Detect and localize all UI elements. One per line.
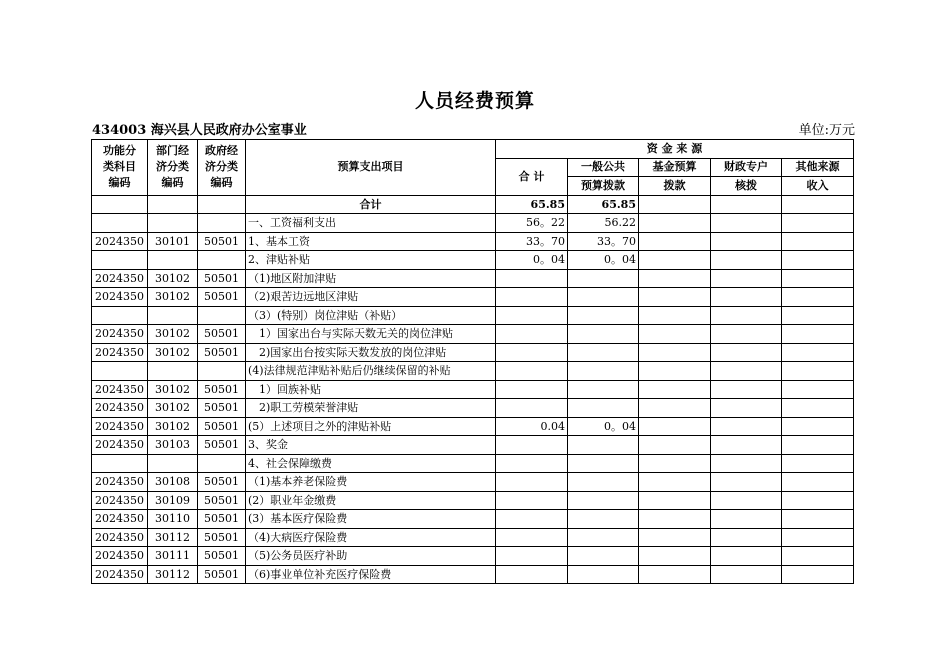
cell-item: （3）(特别）岗位津贴（补贴） [246, 306, 496, 325]
cell-total [496, 306, 568, 325]
table-row [92, 288, 854, 307]
cell-dept-code [148, 195, 198, 214]
cell-general [568, 325, 639, 344]
table-row [92, 491, 854, 510]
cell-fund [639, 510, 711, 529]
cell-total: 56。22 [496, 214, 568, 233]
cell-total [496, 399, 568, 418]
cell-fund [639, 343, 711, 362]
cell-general [568, 288, 639, 307]
cell-item: 2)国家出台按实际天数发放的岗位津贴 [246, 343, 496, 362]
cell-general [568, 528, 639, 547]
cell-other [782, 214, 854, 233]
cell-total [496, 288, 568, 307]
cell-fund [639, 417, 711, 436]
cell-general [568, 306, 639, 325]
cell-total [496, 547, 568, 566]
cell-fund [639, 232, 711, 251]
cell-other [782, 269, 854, 288]
cell-item: 3、奖金 [246, 436, 496, 455]
cell-gov-code: 50501 [198, 325, 246, 344]
table-row [92, 547, 854, 566]
cell-other [782, 195, 854, 214]
header-other-1: 其他来源 [782, 158, 854, 177]
table-row [92, 528, 854, 547]
header-total: 合 计 [496, 158, 568, 195]
cell-total [496, 380, 568, 399]
cell-other [782, 362, 854, 381]
cell-func-code: 2024350 [92, 436, 148, 455]
cell-other [782, 454, 854, 473]
cell-general [568, 399, 639, 418]
table-row [92, 380, 854, 399]
cell-dept-code: 30112 [148, 565, 198, 584]
table-row [92, 343, 854, 362]
cell-dept-code [148, 251, 198, 270]
cell-gov-code: 50501 [198, 565, 246, 584]
cell-gov-code [198, 362, 246, 381]
cell-item: （1)地区附加津贴 [246, 269, 496, 288]
cell-item: (4)法律规范津贴补贴后仍继续保留的补贴 [246, 362, 496, 381]
cell-item: （4)大病医疗保险费 [246, 528, 496, 547]
cell-general: 33。70 [568, 232, 639, 251]
org-name: 434003 海兴县人民政府办公室事业 [92, 123, 307, 138]
cell-special [711, 269, 782, 288]
cell-func-code [92, 195, 148, 214]
cell-gov-code: 50501 [198, 528, 246, 547]
table-row [92, 232, 854, 251]
header-general-2: 预算拨款 [568, 177, 639, 196]
cell-gov-code: 50501 [198, 288, 246, 307]
cell-total: 65.85 [496, 195, 568, 214]
table-row [92, 436, 854, 455]
table-row [92, 565, 854, 584]
cell-fund [639, 362, 711, 381]
cell-special [711, 325, 782, 344]
header-other-2: 收入 [782, 177, 854, 196]
cell-special [711, 214, 782, 233]
cell-special [711, 195, 782, 214]
cell-gov-code: 50501 [198, 380, 246, 399]
budget-rows [92, 195, 854, 584]
cell-func-code [92, 214, 148, 233]
cell-dept-code [148, 306, 198, 325]
header-item: 预算支出项目 [246, 140, 496, 196]
cell-total [496, 436, 568, 455]
cell-special [711, 251, 782, 270]
cell-total [496, 343, 568, 362]
header-fund-2: 拨款 [639, 177, 711, 196]
cell-fund [639, 399, 711, 418]
cell-other [782, 380, 854, 399]
budget-table [91, 139, 854, 584]
header-general-1: 一般公共 [568, 158, 639, 177]
cell-gov-code: 50501 [198, 399, 246, 418]
cell-special [711, 399, 782, 418]
page-title: 人员经费预算 [414, 90, 535, 112]
cell-item: 2)职工劳模荣誉津贴 [246, 399, 496, 418]
cell-func-code: 2024350 [92, 325, 148, 344]
cell-func-code [92, 251, 148, 270]
table-row [92, 510, 854, 529]
cell-total [496, 454, 568, 473]
cell-item: （6)事业单位补充医疗保险费 [246, 565, 496, 584]
table-row [92, 473, 854, 492]
table-row [92, 399, 854, 418]
unit-label: 单位:万元 [798, 123, 855, 138]
cell-general [568, 269, 639, 288]
cell-gov-code [198, 251, 246, 270]
cell-func-code: 2024350 [92, 417, 148, 436]
cell-other [782, 232, 854, 251]
table-row [92, 417, 854, 436]
cell-gov-code: 50501 [198, 232, 246, 251]
cell-general [568, 491, 639, 510]
cell-dept-code [148, 214, 198, 233]
cell-gov-code: 50501 [198, 269, 246, 288]
cell-item: 1）国家出台与实际天数无关的岗位津贴 [246, 325, 496, 344]
cell-total [496, 473, 568, 492]
cell-general [568, 343, 639, 362]
cell-func-code: 2024350 [92, 491, 148, 510]
cell-other [782, 343, 854, 362]
cell-dept-code [148, 362, 198, 381]
cell-fund [639, 491, 711, 510]
cell-special [711, 547, 782, 566]
table-row [92, 362, 854, 381]
cell-general [568, 565, 639, 584]
cell-func-code: 2024350 [92, 399, 148, 418]
cell-total [496, 528, 568, 547]
cell-total [496, 362, 568, 381]
cell-general: 0。04 [568, 251, 639, 270]
cell-func-code: 2024350 [92, 269, 148, 288]
cell-gov-code: 50501 [198, 417, 246, 436]
cell-total [496, 269, 568, 288]
cell-other [782, 565, 854, 584]
cell-dept-code: 30102 [148, 343, 198, 362]
cell-dept-code: 30101 [148, 232, 198, 251]
cell-item: （1)基本养老保险费 [246, 473, 496, 492]
cell-dept-code: 30102 [148, 380, 198, 399]
cell-fund [639, 380, 711, 399]
cell-dept-code: 30109 [148, 491, 198, 510]
cell-fund [639, 269, 711, 288]
cell-other [782, 491, 854, 510]
cell-fund [639, 547, 711, 566]
header-source-group: 资 金 来 源 [496, 140, 854, 159]
cell-fund [639, 251, 711, 270]
cell-dept-code: 30102 [148, 269, 198, 288]
cell-fund [639, 195, 711, 214]
cell-special [711, 565, 782, 584]
cell-gov-code: 50501 [198, 343, 246, 362]
cell-special [711, 528, 782, 547]
cell-general [568, 436, 639, 455]
cell-dept-code: 30112 [148, 528, 198, 547]
cell-total: 33。70 [496, 232, 568, 251]
cell-total [496, 491, 568, 510]
header-gov-code: 政府经 济分类 编码 [198, 140, 246, 196]
cell-general [568, 454, 639, 473]
cell-other [782, 399, 854, 418]
cell-special [711, 473, 782, 492]
cell-dept-code: 30111 [148, 547, 198, 566]
cell-general [568, 510, 639, 529]
cell-gov-code [198, 306, 246, 325]
cell-func-code: 2024350 [92, 380, 148, 399]
cell-gov-code: 50501 [198, 510, 246, 529]
cell-general: 0。04 [568, 417, 639, 436]
cell-other [782, 325, 854, 344]
cell-fund [639, 288, 711, 307]
cell-gov-code [198, 214, 246, 233]
cell-other [782, 251, 854, 270]
cell-other [782, 417, 854, 436]
cell-func-code: 2024350 [92, 565, 148, 584]
header-special-1: 财政专户 [711, 158, 782, 177]
cell-other [782, 473, 854, 492]
cell-gov-code: 50501 [198, 547, 246, 566]
cell-func-code [92, 454, 148, 473]
cell-func-code [92, 362, 148, 381]
cell-other [782, 436, 854, 455]
cell-gov-code: 50501 [198, 436, 246, 455]
cell-dept-code: 30103 [148, 436, 198, 455]
table-row [92, 251, 854, 270]
cell-fund [639, 473, 711, 492]
cell-item: 1）回族补贴 [246, 380, 496, 399]
cell-fund [639, 528, 711, 547]
cell-item: 合计 [246, 195, 496, 214]
cell-special [711, 380, 782, 399]
table-row [92, 269, 854, 288]
cell-item: （5)公务员医疗补助 [246, 547, 496, 566]
table-row [92, 214, 854, 233]
table-row [92, 306, 854, 325]
cell-total [496, 510, 568, 529]
header-fund-1: 基金预算 [639, 158, 711, 177]
cell-func-code: 2024350 [92, 528, 148, 547]
cell-fund [639, 306, 711, 325]
cell-item: 一、工资福利支出 [246, 214, 496, 233]
cell-fund [639, 565, 711, 584]
cell-func-code: 2024350 [92, 343, 148, 362]
cell-other [782, 510, 854, 529]
cell-gov-code [198, 195, 246, 214]
cell-func-code: 2024350 [92, 232, 148, 251]
cell-general [568, 547, 639, 566]
cell-item: 2、津贴补贴 [246, 251, 496, 270]
cell-fund [639, 436, 711, 455]
cell-other [782, 306, 854, 325]
cell-special [711, 306, 782, 325]
cell-dept-code [148, 454, 198, 473]
cell-dept-code: 30110 [148, 510, 198, 529]
table-row [92, 195, 854, 214]
cell-item: 4、社会保障缴费 [246, 454, 496, 473]
cell-special [711, 454, 782, 473]
cell-special [711, 417, 782, 436]
cell-item: 1、基本工资 [246, 232, 496, 251]
cell-fund [639, 454, 711, 473]
header-special-2: 核拨 [711, 177, 782, 196]
cell-item: (2）职业年金缴费 [246, 491, 496, 510]
cell-item: （2)艰苦边远地区津贴 [246, 288, 496, 307]
cell-special [711, 436, 782, 455]
cell-general: 65.85 [568, 195, 639, 214]
cell-gov-code [198, 454, 246, 473]
table-row [92, 325, 854, 344]
cell-func-code: 2024350 [92, 510, 148, 529]
cell-fund [639, 325, 711, 344]
cell-other [782, 288, 854, 307]
cell-dept-code: 30102 [148, 288, 198, 307]
cell-dept-code: 30102 [148, 399, 198, 418]
cell-other [782, 547, 854, 566]
cell-gov-code: 50501 [198, 491, 246, 510]
cell-gov-code: 50501 [198, 473, 246, 492]
cell-dept-code: 30108 [148, 473, 198, 492]
cell-func-code: 2024350 [92, 473, 148, 492]
cell-item: (3）基本医疗保险费 [246, 510, 496, 529]
cell-general [568, 362, 639, 381]
cell-func-code [92, 306, 148, 325]
cell-dept-code: 30102 [148, 325, 198, 344]
cell-general: 56.22 [568, 214, 639, 233]
cell-special [711, 491, 782, 510]
cell-item: (5）上述项目之外的津贴补贴 [246, 417, 496, 436]
header-dept-code: 部门经 济分类 编码 [148, 140, 198, 196]
cell-fund [639, 214, 711, 233]
cell-special [711, 232, 782, 251]
cell-other [782, 528, 854, 547]
cell-func-code: 2024350 [92, 288, 148, 307]
cell-special [711, 343, 782, 362]
cell-general [568, 380, 639, 399]
cell-general [568, 473, 639, 492]
cell-total [496, 325, 568, 344]
cell-total: 0。04 [496, 251, 568, 270]
cell-func-code: 2024350 [92, 547, 148, 566]
cell-special [711, 362, 782, 381]
cell-special [711, 288, 782, 307]
cell-dept-code: 30102 [148, 417, 198, 436]
table-row [92, 454, 854, 473]
header-func-code: 功能分 类科目 编码 [92, 140, 148, 196]
cell-total: 0.04 [496, 417, 568, 436]
cell-total [496, 565, 568, 584]
cell-special [711, 510, 782, 529]
